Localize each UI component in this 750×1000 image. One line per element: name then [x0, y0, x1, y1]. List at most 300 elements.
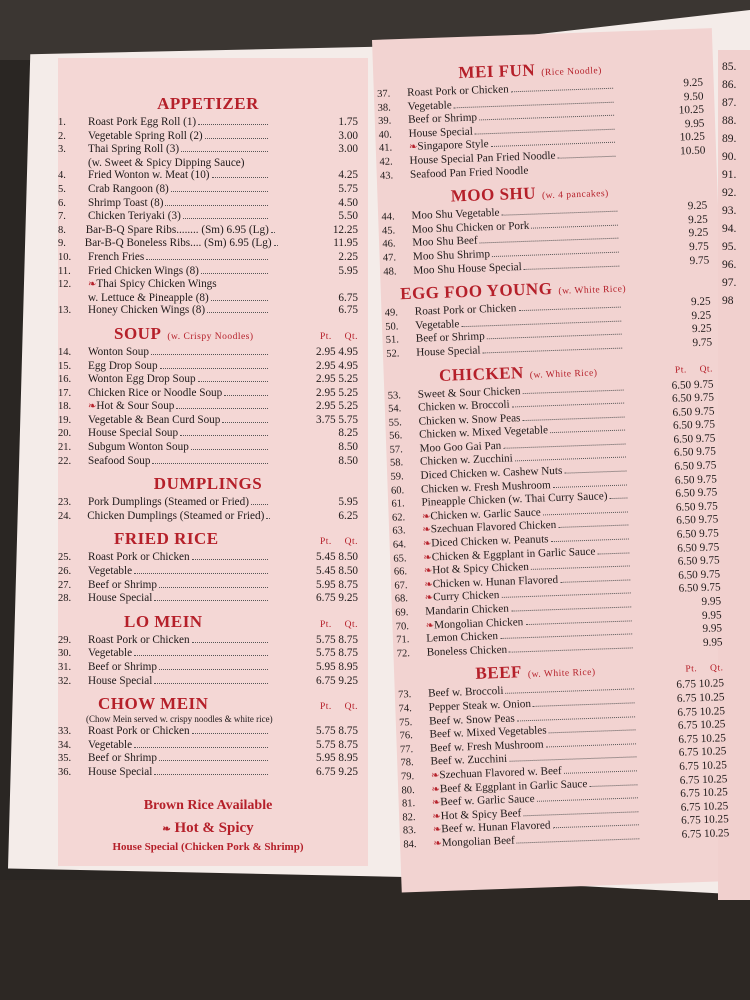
pepper-icon: ❧: [431, 797, 441, 809]
item-name: Wonton Egg Drop Soup: [88, 373, 196, 386]
dot-leader: [597, 552, 629, 554]
item-name: Hot & Sour Soup: [96, 400, 175, 413]
dot-leader: [564, 770, 637, 774]
dot-leader: [159, 587, 268, 588]
item-number: 50.: [385, 321, 399, 333]
chow-mein-note: (Chow Mein served w. crispy noodles & white rice): [86, 714, 273, 725]
item-price: 6.75 10.25: [681, 827, 730, 841]
section-egg-foo-young: [385, 296, 713, 362]
dot-leader: [212, 177, 268, 178]
item-name: Roast Pork or Chicken: [414, 302, 517, 318]
dot-leader: [502, 211, 618, 216]
item-price: 6.50 9.75: [676, 513, 719, 528]
item-name: Vegetable: [407, 98, 452, 113]
dot-leader: [543, 511, 628, 515]
item-number: 28.: [58, 593, 72, 605]
dot-leader: [506, 689, 635, 694]
item-price: 2.95 4.95: [316, 359, 358, 372]
item-number: 34.: [58, 739, 72, 751]
item-number: 25.: [58, 552, 72, 564]
item-price: 3.75 5.75: [316, 413, 358, 426]
item-price: 6.75 10.25: [680, 813, 729, 828]
item-number: 90.: [722, 151, 737, 163]
pepper-icon: ❧: [432, 810, 442, 823]
item-price: 6.75 10.25: [679, 759, 728, 773]
item-number: 95.: [722, 241, 737, 253]
item-name: Chicken Dumplings (Steamed or Fried): [87, 509, 265, 522]
item-price: 4.25: [338, 169, 358, 182]
dot-leader: [251, 504, 268, 505]
pepper-icon: ❧: [88, 401, 97, 413]
dot-leader: [266, 518, 270, 519]
item-number: 12.: [58, 279, 72, 291]
item-number: 31.: [58, 662, 72, 673]
item-price: 3.00: [338, 143, 358, 156]
section-fried-rice: [58, 551, 358, 605]
item-number: 83.: [402, 825, 417, 837]
item-name: (w. Sweet & Spicy Dipping Sauce): [88, 156, 245, 169]
item-price: 5.95 8.75: [316, 578, 358, 591]
item-number: 85.: [722, 61, 737, 73]
item-name: Vegetable: [88, 647, 133, 660]
dot-leader: [181, 151, 268, 152]
item-name: Fried Wonton w. Meat (10): [88, 169, 210, 182]
item-price: 6.75: [338, 304, 358, 317]
item-price: 2.95 4.95: [316, 345, 358, 358]
item-number: 66.: [393, 566, 408, 578]
item-number: 41.: [378, 142, 393, 155]
item-number: 64.: [392, 539, 407, 551]
item-number: 86.: [722, 79, 737, 91]
item-name: Moo Shu Beef: [412, 234, 478, 250]
item-name: Chicken w. Fresh Mushroom: [420, 478, 551, 496]
item-price: 6.50 9.75: [678, 581, 721, 596]
pepper-icon: ❧: [422, 524, 432, 537]
dot-leader: [201, 273, 268, 274]
item-name: Hot & Spicy Beef: [440, 807, 522, 822]
dot-leader: [524, 265, 620, 269]
dot-leader: [274, 245, 278, 246]
item-name: Subgum Wonton Soup: [88, 441, 189, 454]
item-price: 9.95: [702, 636, 723, 649]
item-number: 56.: [388, 430, 403, 443]
dot-leader: [531, 566, 630, 570]
item-name: Pineapple Chicken (w. Thai Curry Sauce): [421, 490, 608, 509]
menu-item: [58, 183, 358, 197]
item-number: 77.: [399, 743, 414, 756]
item-price: 6.50 9.75: [677, 554, 720, 568]
item-name: House Special Soup: [88, 427, 179, 440]
dot-leader: [198, 381, 268, 382]
item-number: 7.: [58, 211, 66, 223]
section-soup: [58, 346, 358, 468]
pepper-icon: ❧: [421, 511, 431, 523]
dot-leader: [192, 733, 268, 734]
item-number: 8.: [58, 224, 66, 236]
item-number: 47.: [382, 252, 397, 264]
item-name: Beef w. Fresh Mushroom: [429, 738, 544, 755]
dot-leader: [224, 395, 268, 396]
item-name: Shrimp Toast (8): [88, 196, 164, 209]
section-heading-beef: BEEF (w. White Rice) Pt. Qt.: [475, 662, 724, 684]
item-name: Beef or Shrimp: [88, 661, 157, 673]
pepper-icon: ❧: [88, 279, 97, 291]
menu-item: [58, 304, 358, 318]
item-name: Szechuan Flavored Chicken: [430, 519, 557, 536]
menu-item: [58, 752, 358, 766]
item-number: 40.: [378, 129, 392, 141]
item-name: Beef or Shrimp: [407, 111, 478, 127]
item-name: Szechuan Flavored w. Beef: [439, 764, 562, 782]
item-number: 76.: [399, 730, 413, 742]
item-number: 23.: [58, 497, 72, 509]
menu-item: [58, 251, 358, 265]
item-name: House Special: [416, 344, 481, 359]
item-number: 3.: [58, 144, 66, 156]
section-chow-mein: [58, 725, 358, 779]
item-name: Roast Pork or Chicken: [88, 633, 190, 646]
dot-leader: [492, 252, 619, 257]
item-price: 5.45 8.50: [316, 565, 358, 578]
dot-leader: [183, 218, 268, 219]
pepper-icon: ❧: [433, 838, 442, 850]
dot-leader: [509, 647, 632, 652]
item-price: 6.50 9.75: [676, 527, 719, 541]
item-price: 9.25: [690, 295, 711, 309]
item-name: Seafood Pan Fried Noodle: [409, 164, 529, 181]
section-heading-soup: SOUP (w. Crispy Noodles) Pt. Qt.: [114, 323, 358, 343]
item-number: 22.: [58, 455, 72, 467]
dot-leader: [151, 354, 268, 355]
menu-item: [58, 579, 358, 593]
item-price: 6.50 9.75: [675, 486, 718, 501]
item-price: 11.95: [333, 237, 358, 250]
item-name: Egg Drop Soup: [88, 359, 158, 372]
item-name: Beef or Shrimp: [88, 752, 157, 765]
item-price: 9.95: [684, 117, 705, 131]
item-price: 9.50: [683, 90, 704, 103]
item-name: Hot & Spicy Chicken: [432, 561, 530, 577]
section-appetizer: [58, 116, 358, 318]
item-number: 58.: [389, 457, 404, 470]
item-name: House Special: [88, 592, 153, 605]
item-number: 73.: [397, 689, 412, 701]
item-price: 6.50 9.75: [677, 540, 720, 555]
dot-leader: [154, 683, 268, 684]
dot-leader: [564, 471, 626, 474]
item-number: 88.: [722, 115, 737, 127]
dot-leader: [146, 259, 268, 260]
item-price: 6.50 9.75: [671, 391, 715, 405]
item-price: 6.50 9.75: [675, 500, 718, 514]
item-price: 6.75 10.25: [680, 799, 729, 814]
dot-leader: [483, 347, 623, 353]
item-number: 97.: [722, 277, 737, 289]
item-price: 9.25: [683, 76, 704, 90]
item-price: 5.75 8.75: [316, 738, 358, 751]
item-name: Vegetable: [415, 317, 460, 332]
menu-item: [58, 130, 358, 144]
item-price: 9.75: [688, 240, 709, 254]
item-price: 5.75 8.75: [316, 647, 358, 660]
item-price: 5.45 8.50: [316, 551, 358, 564]
item-name: Honey Chicken Wings (8): [88, 304, 206, 317]
item-number: 80.: [401, 784, 415, 797]
item-price: 9.75: [689, 254, 710, 267]
item-number: 87.: [722, 97, 737, 109]
section-dumplings: [58, 496, 358, 523]
menu-item: [58, 661, 358, 675]
pepper-icon: ❧: [408, 141, 418, 154]
item-number: 72.: [396, 647, 411, 660]
menu-item: [58, 766, 358, 780]
item-name: Roast Pork or Chicken: [88, 551, 190, 564]
item-price: 9.75: [692, 336, 713, 350]
dot-leader: [518, 307, 620, 312]
dot-leader: [165, 205, 268, 206]
menu-item: [58, 210, 358, 224]
section-beef: [398, 678, 729, 852]
item-number: 33.: [58, 726, 72, 738]
item-number: 14.: [58, 346, 72, 358]
dot-leader: [512, 403, 624, 408]
pepper-icon: ❧: [432, 824, 442, 836]
item-name: House Special: [88, 674, 153, 687]
item-price: 2.95 5.25: [316, 373, 358, 386]
item-number: 67.: [394, 580, 408, 592]
item-price: 9.95: [701, 608, 722, 622]
item-price: 6.75 9.25: [316, 674, 358, 687]
item-number: 75.: [398, 716, 413, 729]
section-moo-shu: [381, 200, 709, 279]
pepper-icon: ❧: [430, 770, 440, 782]
pepper-icon: ❧: [424, 579, 433, 591]
item-price: 5.75 8.75: [316, 725, 358, 738]
item-name: Moo Shu House Special: [413, 260, 522, 277]
item-name: House Special: [88, 765, 153, 778]
item-price: 9.25: [688, 226, 709, 240]
item-name: Roast Pork or Chicken: [88, 725, 190, 738]
dot-leader: [517, 716, 635, 721]
item-name: Chicken w. Hunan Flavored: [432, 573, 559, 591]
dot-leader: [171, 191, 268, 192]
left-column: [58, 88, 358, 853]
section-mei-fun: [377, 77, 706, 183]
dot-leader: [553, 484, 627, 488]
item-number: 70.: [395, 620, 410, 633]
item-name: Vegetable: [88, 738, 133, 751]
item-price: 10.50: [679, 144, 706, 158]
item-number: 46.: [382, 238, 396, 251]
item-name: Bar-B-Q Boneless Ribs.... (Sm) 6.95 (Lg): [84, 237, 272, 250]
pepper-icon: ❧: [431, 783, 441, 796]
item-number: 27.: [58, 579, 72, 591]
item-name: French Fries: [88, 250, 145, 263]
section-chicken: [387, 378, 722, 661]
item-name: Chicken & Eggplant in Garlic Sauce: [431, 545, 596, 563]
dot-leader: [491, 142, 615, 147]
item-price: 5.50: [338, 210, 358, 223]
section-lo-mein: [58, 634, 358, 688]
menu-item: [58, 634, 358, 648]
dot-leader: [500, 634, 632, 640]
item-name: Chicken w. Broccoli: [417, 398, 510, 414]
item-number: 55.: [388, 417, 402, 429]
item-price: 10.25: [679, 130, 706, 144]
dot-leader: [558, 525, 628, 528]
item-price: 6.50 9.75: [674, 459, 717, 473]
menu-item: [58, 237, 358, 251]
item-name: Chicken w. Snow Peas: [418, 411, 521, 428]
item-number: 32.: [58, 675, 72, 687]
dot-leader: [515, 457, 626, 462]
item-number: 35.: [58, 753, 72, 765]
dot-leader: [198, 124, 268, 125]
menu-item: [58, 400, 358, 414]
item-number: 49.: [384, 307, 399, 319]
dot-leader: [511, 88, 613, 93]
dot-leader: [176, 408, 268, 409]
menu-item: [58, 565, 358, 579]
item-price: 6.50 9.75: [674, 473, 718, 487]
menu-item: [58, 224, 358, 238]
item-price: 6.75 9.25: [316, 765, 358, 778]
menu-item: [58, 116, 358, 130]
section-heading-moo-shu: MOO SHU (w. 4 pancakes): [450, 183, 609, 206]
menu-item: [58, 427, 358, 441]
section-heading-lo-mein: LO MEIN Pt. Qt.: [124, 611, 358, 631]
item-name: Chicken w. Zucchini: [419, 452, 514, 469]
dot-leader: [503, 443, 625, 448]
item-price: 6.75 10.25: [679, 772, 728, 787]
dot-leader: [154, 600, 268, 601]
dot-leader: [522, 416, 624, 421]
item-number: 68.: [394, 593, 409, 606]
item-price: 6.75 10.25: [676, 677, 725, 692]
item-name: Beef & Eggplant in Garlic Sauce: [439, 777, 588, 795]
item-name: Wonton Soup: [88, 345, 149, 358]
section-heading-mei-fun: MEI FUN (Rice Noodle): [458, 60, 602, 83]
item-name: Diced Chicken w. Peanuts: [431, 533, 549, 550]
item-number: 57.: [389, 444, 403, 456]
item-price: 6.75 9.25: [316, 592, 358, 605]
menu-item: [58, 346, 358, 360]
dot-leader: [271, 232, 275, 233]
section-heading-chicken: CHICKEN (w. White Rice) Pt. Qt.: [438, 362, 714, 385]
item-price: 6.50 9.75: [672, 418, 716, 433]
menu-item: [58, 725, 358, 739]
item-price: 8.50: [338, 454, 358, 467]
dot-leader: [525, 620, 631, 625]
item-price: 2.25: [338, 250, 358, 263]
item-price: 6.50 9.75: [678, 568, 721, 582]
item-number: 36.: [58, 766, 72, 778]
item-number: 15.: [58, 360, 72, 372]
item-name: Roast Pork or Chicken: [406, 83, 509, 99]
item-price: 5.95: [338, 496, 358, 509]
item-name: Moo Shu Shrimp: [412, 248, 491, 263]
dot-leader: [159, 760, 268, 761]
menu-item: [58, 739, 358, 753]
item-number: 5.: [58, 183, 66, 195]
item-name: Thai Spicy Chicken Wings: [96, 278, 217, 291]
dot-leader: [152, 463, 268, 464]
item-name: House Special Pan Fried Noodle: [409, 149, 556, 167]
dot-leader: [560, 579, 630, 582]
dot-leader: [610, 498, 628, 500]
item-price: 6.50 9.75: [671, 377, 714, 392]
item-number: 17.: [58, 387, 72, 399]
dot-leader: [546, 743, 636, 747]
item-price: 6.75 10.25: [678, 731, 727, 746]
menu-item: [58, 551, 358, 565]
item-name: Vegetable: [88, 565, 133, 578]
item-number: 18.: [58, 401, 72, 413]
item-number: 69.: [395, 607, 409, 619]
item-price: 5.95: [338, 264, 358, 277]
right-column: [376, 49, 729, 852]
item-number: 63.: [392, 525, 406, 538]
menu-item: [58, 157, 358, 170]
dot-leader: [533, 702, 635, 707]
item-price: 5.75 8.75: [316, 633, 358, 646]
item-price: 6.75 10.25: [676, 691, 725, 705]
menu-item: [58, 496, 358, 510]
item-price: 9.25: [691, 309, 712, 322]
item-name: Pork Dumplings (Steamed or Fried): [88, 496, 249, 509]
item-number: 2.: [58, 130, 66, 142]
item-name: w. Lettuce & Pineapple (8): [88, 291, 209, 304]
item-name: Beef or Shrimp: [415, 330, 485, 346]
item-number: 30.: [58, 648, 72, 660]
item-number: 9.: [58, 238, 66, 250]
item-number: 10.: [58, 251, 72, 263]
dot-leader: [480, 238, 619, 244]
item-number: 38.: [377, 102, 391, 114]
item-price: 10.25: [678, 103, 705, 117]
dot-leader: [523, 389, 624, 394]
dot-leader: [192, 642, 268, 643]
menu-item: [58, 414, 358, 428]
item-price: 6.75 10.25: [677, 718, 726, 733]
item-number: 26.: [58, 566, 72, 578]
pepper-icon: ❧: [424, 592, 434, 605]
item-price: 5.95 8.95: [316, 752, 358, 765]
item-name: Mongolian Chicken: [433, 615, 524, 631]
item-number: 20.: [58, 428, 72, 440]
item-name: Beef w. Hunan Flavored: [441, 819, 551, 836]
menu-item: [58, 455, 358, 469]
dot-leader: [191, 449, 268, 450]
dot-leader: [180, 435, 268, 436]
item-price: 6.75 10.25: [678, 745, 727, 760]
item-price: 2.95 5.25: [316, 386, 358, 399]
item-name: Crab Rangoon (8): [88, 182, 169, 195]
item-name: Moo Shu Chicken or Pork: [411, 219, 530, 236]
item-number: 61.: [391, 498, 405, 510]
pepper-icon: ❧: [423, 551, 432, 564]
item-number: 78.: [400, 757, 414, 769]
item-price: 2.95 5.25: [316, 400, 358, 413]
item-price: 8.50: [338, 441, 358, 454]
item-number: 59.: [390, 471, 404, 483]
dot-leader: [550, 430, 625, 434]
item-number: 98: [722, 295, 734, 307]
item-price: 9.25: [691, 322, 712, 336]
menu-footer: [58, 798, 358, 853]
section-heading-dumplings: DUMPLINGS: [153, 474, 263, 494]
item-name: Beef w. Zucchini: [430, 753, 508, 768]
